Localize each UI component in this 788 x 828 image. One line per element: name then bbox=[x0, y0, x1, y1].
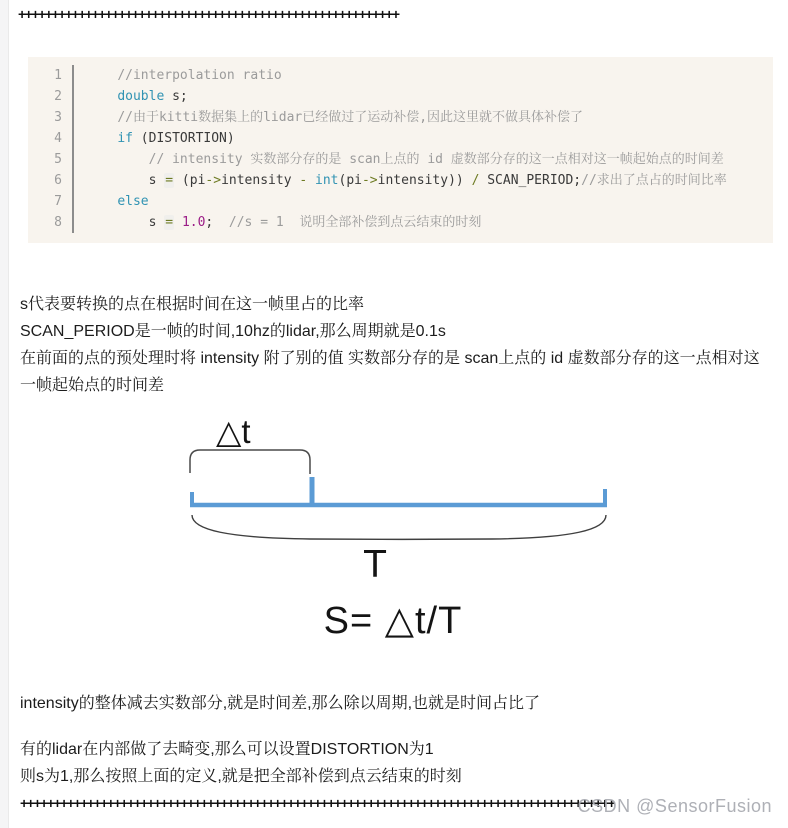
code-line bbox=[28, 65, 773, 86]
line-number: 6 bbox=[28, 170, 74, 191]
code-line-text: //由于kitti数据集上的lidar已经做过了运动补偿,因此这里就不做具体补偿了 bbox=[86, 110, 584, 125]
para3-line1: 有的lidar在内部做了去畸变,那么可以设置DISTORTION为1 bbox=[20, 741, 434, 758]
formula-text: S= △t/T bbox=[323, 600, 463, 642]
explanation-paragraph-3 bbox=[20, 736, 768, 790]
code-line-text: //interpolation ratio bbox=[86, 68, 282, 83]
code-line bbox=[28, 107, 773, 128]
para1-line1: s代表要转换的点在根据时间在这一帧里占的比率 bbox=[20, 296, 365, 313]
code-line-text: double s; bbox=[117, 89, 188, 104]
explanation-paragraph-1 bbox=[20, 291, 768, 399]
line-number: 7 bbox=[28, 191, 74, 212]
code-block bbox=[28, 57, 773, 243]
para1-line2: SCAN_PERIOD是一帧的时间,10hz的lidar,那么周期就是0.1s bbox=[20, 323, 446, 340]
line-number: 1 bbox=[28, 65, 74, 86]
code-line-text: s = (pi->intensity - int(pi->intensity)) / SCAN_PERIOD;//求出了点占的时间比率 bbox=[86, 173, 727, 188]
code-line bbox=[28, 212, 773, 233]
code-line-text: else bbox=[117, 194, 149, 209]
top-divider: +++++++++++++++++++++++++++++++++++++++++++++++++++++++++ bbox=[18, 6, 399, 22]
bottom-divider: +++++++++++++++++++++++++++++++++++++++++++++++++++++++++++++++++++++++++++++++++++++++++ bbox=[20, 795, 615, 811]
code-line bbox=[28, 170, 773, 191]
para2-line1: intensity的整体减去实数部分,就是时间差,那么除以周期,也就是时间占比了 bbox=[20, 695, 541, 712]
code-line-text: s = 1.0; //s = 1 说明全部补偿到点云结束的时刻 bbox=[86, 215, 482, 230]
code-line bbox=[28, 86, 773, 107]
period-brace bbox=[192, 515, 606, 539]
code-line-text: // intensity 实数部分存的是 scan上点的 id 虚数部分存的这一点相对这一帧起始点的时间差 bbox=[86, 152, 724, 167]
delta-t-bracket bbox=[190, 450, 310, 474]
code-line bbox=[28, 191, 773, 212]
code-line bbox=[28, 149, 773, 170]
time-ratio-diagram-svg bbox=[0, 405, 788, 645]
code-line bbox=[28, 128, 773, 149]
code-line-text: if (DISTORTION) bbox=[117, 131, 235, 146]
para3-line2: 则s为1,那么按照上面的定义,就是把全部补偿到点云结束的时刻 bbox=[20, 768, 462, 785]
para1-line3: 在前面的点的预处理时将 intensity 附了别的值 实数部分存的是 scan上点的 id 虚数部分存的这一点相对这一帧起始点的时间差 bbox=[20, 350, 760, 394]
line-number: 8 bbox=[28, 212, 74, 233]
line-number: 4 bbox=[28, 128, 74, 149]
delta-t-label: △t bbox=[216, 413, 251, 450]
period-label: T bbox=[363, 543, 387, 586]
line-number: 3 bbox=[28, 107, 74, 128]
explanation-paragraph-2 bbox=[20, 690, 768, 717]
line-number: 2 bbox=[28, 86, 74, 107]
time-ratio-diagram bbox=[0, 405, 788, 645]
watermark: CSDN @SensorFusion bbox=[577, 796, 772, 816]
line-number: 5 bbox=[28, 149, 74, 170]
